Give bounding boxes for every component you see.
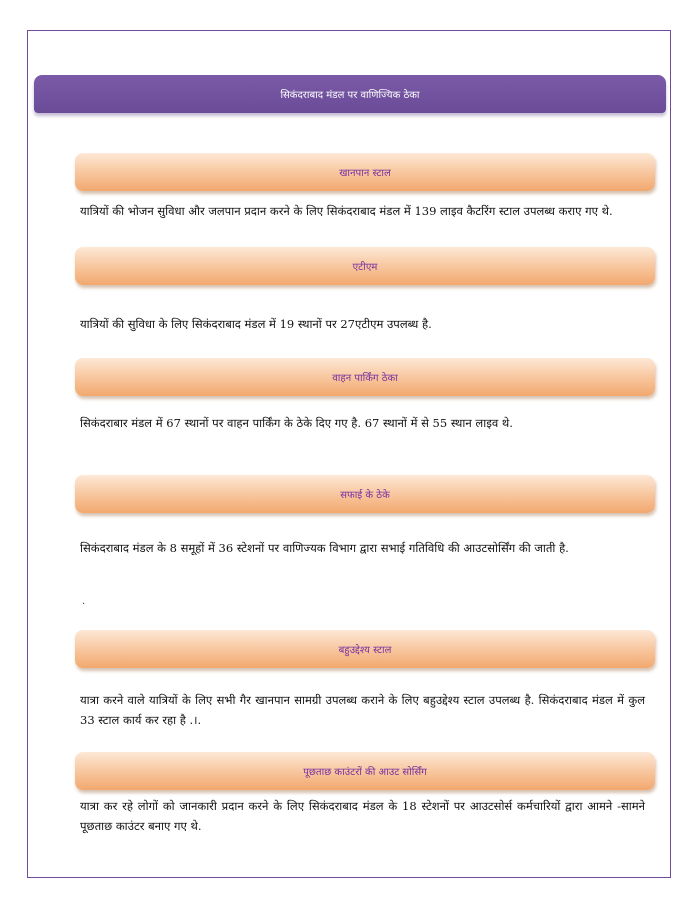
page-title: सिकंदराबाद मंडल पर वाणिज्यिक ठेका [34,75,666,113]
section-heading-catering: खानपान स्टाल [75,153,655,191]
section-heading-multipurpose: बहुउद्देश्य स्टाल [75,630,655,668]
section-heading-parking: वाहन पार्किंग ठेका [75,358,655,396]
section-heading-atm: एटीएम [75,247,655,285]
stray-mark: . [82,596,86,607]
section-text-atm: यात्रियों की सुविधा के लिए सिकंदराबाद मंडल में 19 स्थानों पर 27एटीएम उपलब्ध है. [80,317,432,331]
section-text-multipurpose: यात्रा करने वाले यात्रियों के लिए सभी गैर खानपान सामग्री उपलब्ध कराने के लिए बहुउद्देश्य स्टाल उपलब्ध है. सिकंदराबाद मंडल में कुल 33 स्टाल कार्य कर रहा है .।. [80,693,645,727]
section-text-enquiry: यात्रा कर रहे लोगों को जानकारी प्रदान करने के लिए सिकंदराबाद मंडल के 18 स्टेशनों पर आउटसोर्स कर्मचारियों द्वारा आमने -सामने पूछताछ काउंटर बनाए गए थे. [80,799,645,833]
section-text-catering: यात्रियों की भोजन सुविधा और जलपान प्रदान करने के लिए सिकंदराबाद मंडल में 139 लाइव कैटरिंग स्टाल उपलब्ध कराए गए थे. [80,204,613,218]
section-heading-cleaning: सफाई के ठेके [75,475,655,513]
section-text-parking: सिकंदराबार मंडल में 67 स्थानों पर वाहन पार्किंग के ठेके दिए गए है. 67 स्थानों में से 55 स्थान लाइव थे. [80,416,513,430]
section-heading-enquiry: पूछताछ काउंटरों की आउट सोर्सिंग [75,752,655,790]
section-text-cleaning: सिकंदराबाद मंडल के 8 समूहों में 36 स्टेशनों पर वाणिज्यक विभाग द्वारा सभाई गतिविधि की आउटसोर्सिंग की जाती है. [80,541,569,555]
